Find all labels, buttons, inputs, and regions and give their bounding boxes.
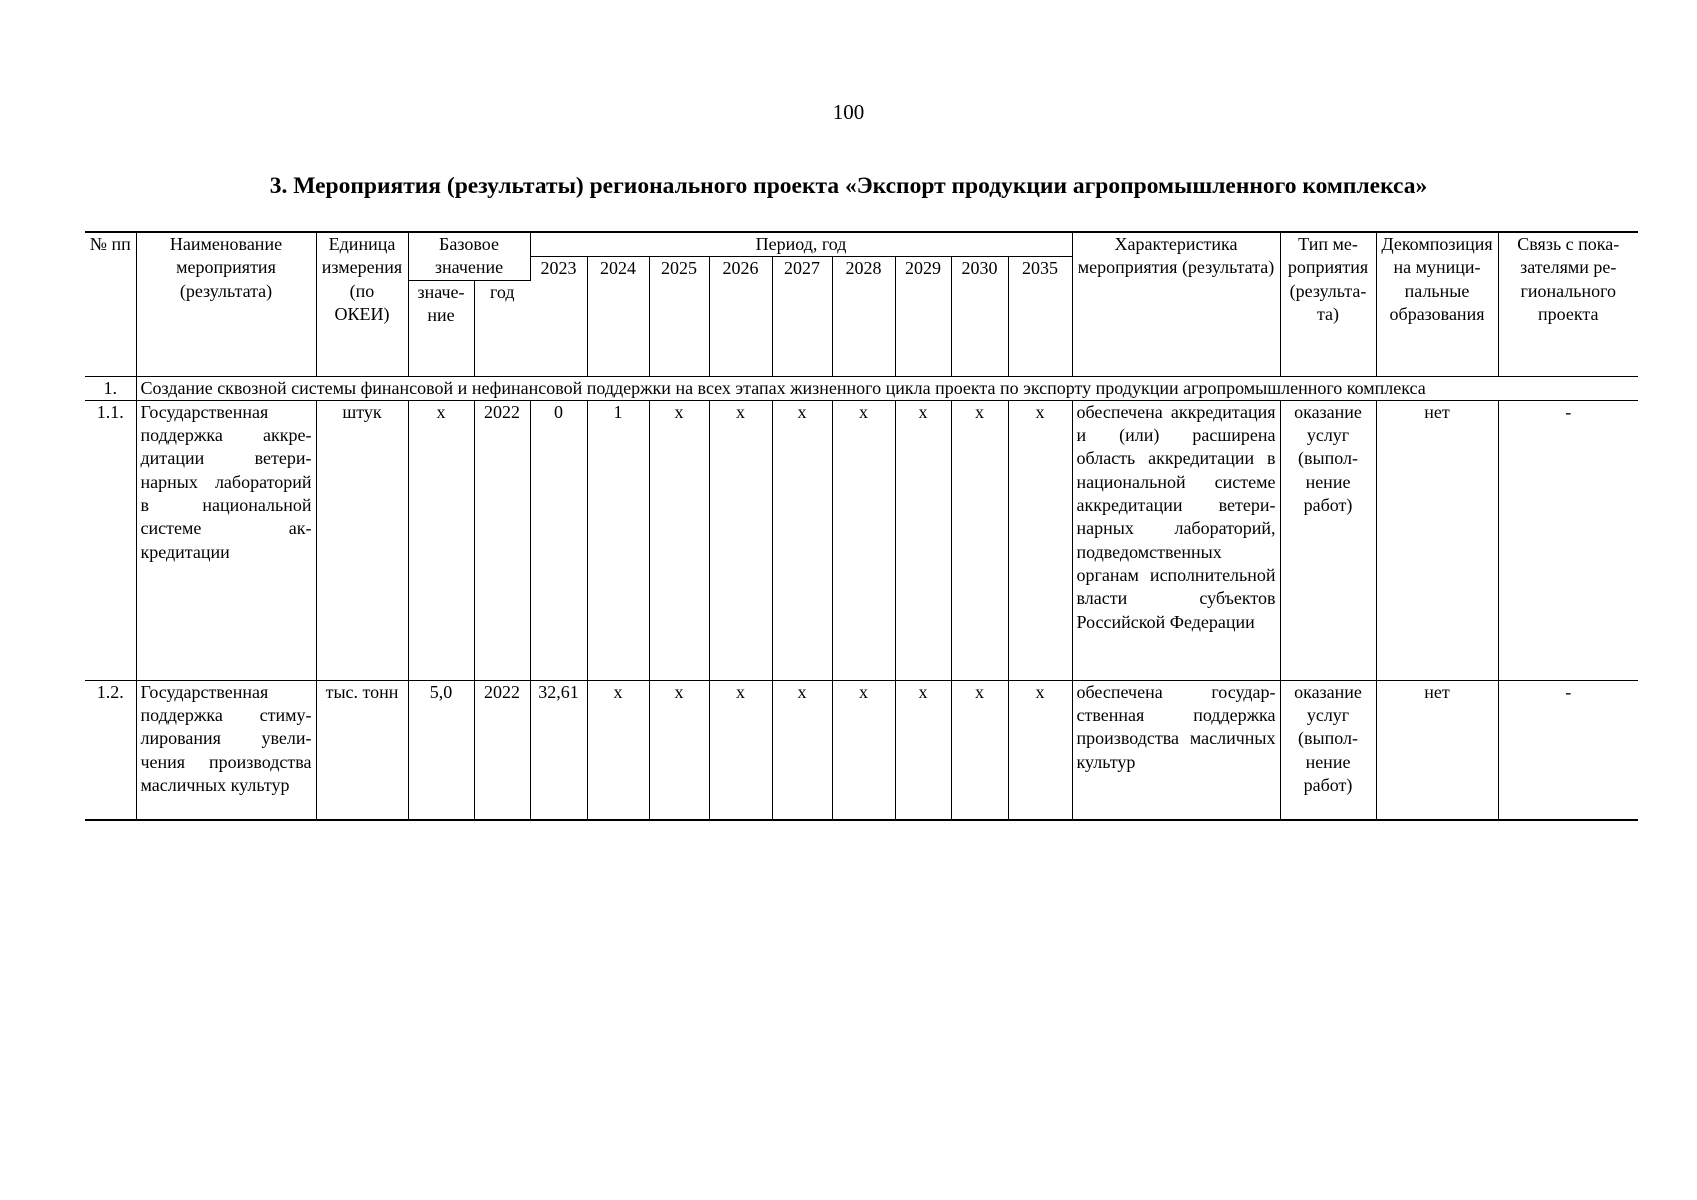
- header-year-2035: 2035: [1008, 257, 1072, 376]
- row-value-2030: х: [951, 400, 1008, 680]
- header-year-2030: 2030: [951, 257, 1008, 376]
- row-value-2024: 1: [587, 400, 649, 680]
- row-value-2028: х: [832, 680, 895, 820]
- document-title: 3. Мероприятия (результаты) регионального проекта «Экспорт продукции агропромышленного комплекса»: [269, 173, 1428, 199]
- row-value-2028: х: [832, 400, 895, 680]
- header-year-2027: 2027: [772, 257, 832, 376]
- header-decomposition: Декомпозиция на муниципальные образования: [1376, 232, 1498, 376]
- header-period: Период, год: [530, 232, 1072, 257]
- row-value-2029: х: [895, 400, 951, 680]
- row-value-2027: х: [772, 400, 832, 680]
- row-value-2027: х: [772, 680, 832, 820]
- header-year-2029: 2029: [895, 257, 951, 376]
- header-base-year: год: [474, 280, 530, 376]
- row-value-2025: х: [649, 400, 709, 680]
- row-base-year: 2022: [474, 400, 530, 680]
- header-link: Связь с показателями регионального проекта: [1498, 232, 1638, 376]
- section-row: [85, 376, 1638, 400]
- row-value-2023: 32,61: [530, 680, 587, 820]
- row-type: оказание услуг (выполнение работ): [1280, 680, 1376, 820]
- row-value-2035: х: [1008, 400, 1072, 680]
- row-value-2026: х: [709, 680, 772, 820]
- header-year-2024: 2024: [587, 257, 649, 376]
- row-decomposition: нет: [1376, 400, 1498, 680]
- row-base-value: х: [408, 400, 474, 680]
- row-value-2024: х: [587, 680, 649, 820]
- row-value-2023: 0: [530, 400, 587, 680]
- activities-table: [85, 231, 1638, 821]
- row-name: Государственная поддержка стимулирования увеличения производства масличных культур: [136, 680, 316, 820]
- header-num: № пп: [85, 232, 136, 376]
- header-characteristic: Характеристика мероприятия (результата): [1072, 232, 1280, 376]
- row-unit: тыс. тонн: [316, 680, 408, 820]
- header-year-2026: 2026: [709, 257, 772, 376]
- header-type: Тип мероприятия (результата): [1280, 232, 1376, 376]
- row-value-2030: х: [951, 680, 1008, 820]
- row-value-2025: х: [649, 680, 709, 820]
- table-row: [85, 680, 1638, 820]
- header-year-2025: 2025: [649, 257, 709, 376]
- header-base: Базовое значение: [408, 232, 530, 280]
- section-num: 1.: [85, 376, 136, 400]
- section-title: Создание сквозной системы финансовой и нефинансовой поддержки на всех этапах жизненного цикла проекта по экспорту продукции агропромышленного комплекса: [136, 376, 1638, 400]
- row-link: -: [1498, 400, 1638, 680]
- row-type: оказание услуг (выполнение работ): [1280, 400, 1376, 680]
- row-link: -: [1498, 680, 1638, 820]
- row-characteristic: обеспечена государственная поддержка производства масличных культур: [1072, 680, 1280, 820]
- row-value-2026: х: [709, 400, 772, 680]
- header-year-2028: 2028: [832, 257, 895, 376]
- row-base-year: 2022: [474, 680, 530, 820]
- row-base-value: 5,0: [408, 680, 474, 820]
- row-num: 1.2.: [85, 680, 136, 820]
- row-decomposition: нет: [1376, 680, 1498, 820]
- header-year-2023: 2023: [530, 257, 587, 376]
- row-unit: штук: [316, 400, 408, 680]
- row-value-2035: х: [1008, 680, 1072, 820]
- row-value-2029: х: [895, 680, 951, 820]
- table-row: [85, 400, 1638, 680]
- row-num: 1.1.: [85, 400, 136, 680]
- header-base-value: значение: [408, 280, 474, 376]
- header-unit: Единица измерения (по ОКЕИ): [316, 232, 408, 376]
- page-number: 100: [832, 100, 865, 124]
- header-row-1: [85, 232, 1638, 257]
- header-name: Наименование мероприятия (результата): [136, 232, 316, 376]
- row-characteristic: обеспечена аккредитация и (или) расширена область аккредитации в национальной системе аккредитации ветеринарных лабораторий, подведомственных органам исполнительной власти субъектов Российской Федерации: [1072, 400, 1280, 680]
- row-name: Государственная поддержка аккредитации ветеринарных лабораторий в национальной системе аккредитации: [136, 400, 316, 680]
